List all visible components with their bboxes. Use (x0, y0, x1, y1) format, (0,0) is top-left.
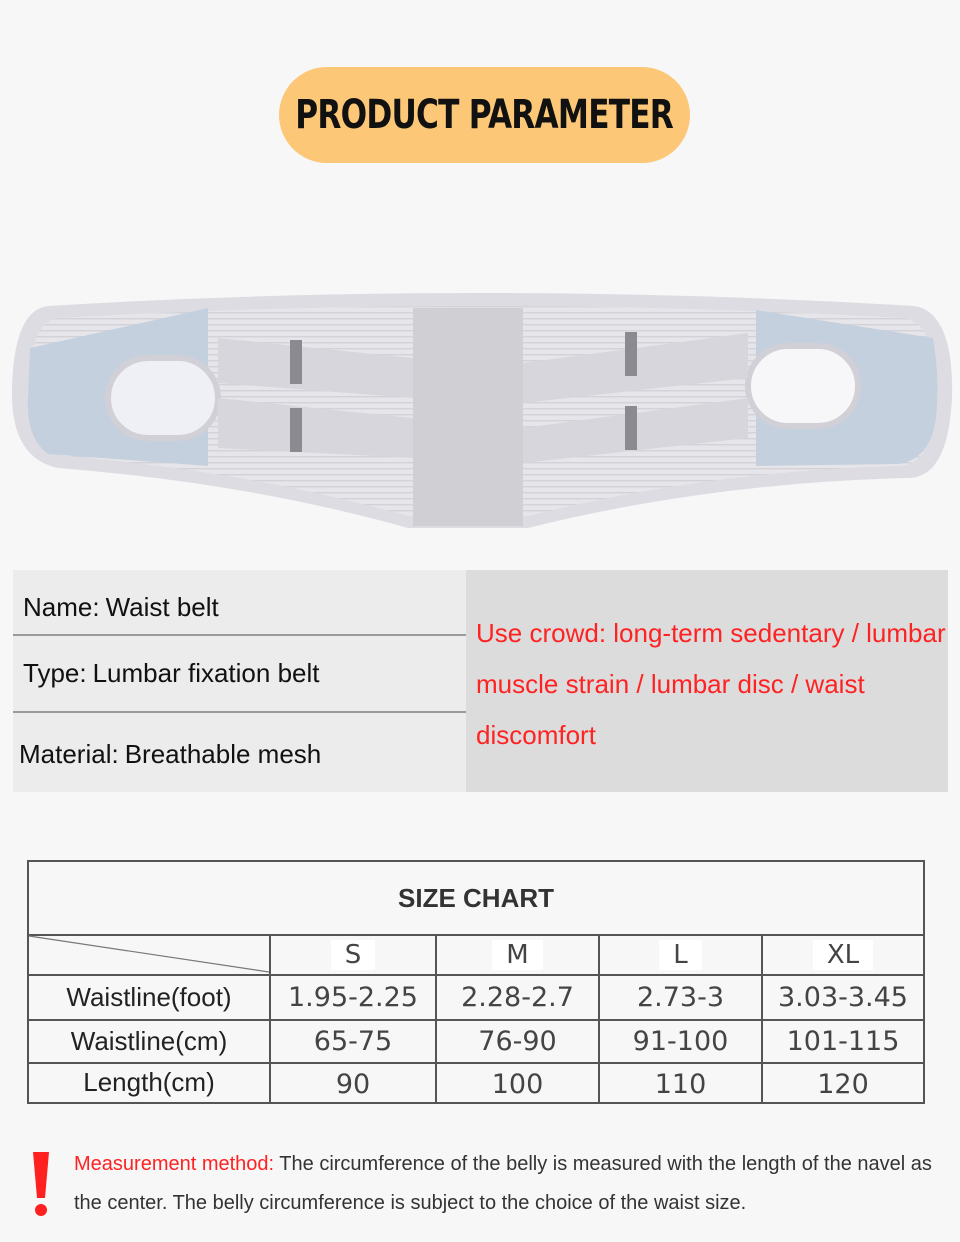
size-header-m: M (437, 936, 598, 974)
table-cell: 101-115 (786, 1026, 900, 1057)
title-banner (279, 67, 690, 163)
measurement-label: Measurement method: (74, 1153, 275, 1175)
measurement-method (74, 1145, 944, 1223)
use-crowd-panel (466, 570, 948, 792)
table-cell: 90 (335, 1068, 371, 1100)
table-cell: 3.03-3.45 (778, 982, 908, 1013)
size-header-xl: XL (763, 936, 923, 974)
table-cell: 110 (654, 1068, 707, 1100)
page-title: PRODUCT PARAMETER (295, 92, 674, 138)
exclamation-icon (30, 1150, 52, 1218)
product-material: Material: Breathable mesh (19, 739, 322, 769)
table-cell: 100 (491, 1068, 544, 1100)
waist-belt-image (8, 288, 954, 536)
use-crowd-text: Use crowd: long-term sedentary / lumbar muscle strain / lumbar disc / waist discomfort (476, 618, 946, 750)
size-chart-title: SIZE CHART (398, 882, 554, 913)
table-cell: 2.73-3 (636, 982, 725, 1013)
diagonal-header-line (29, 934, 269, 974)
product-name: Name: Waist belt (23, 592, 219, 622)
product-specs (13, 570, 466, 792)
table-cell: 76-90 (478, 1026, 557, 1057)
table-cell: 120 (817, 1068, 869, 1100)
row-label-waistline-foot: Waistline(foot) (66, 982, 232, 1012)
size-chart-table (27, 860, 925, 1104)
product-type: Type: Lumbar fixation belt (23, 658, 320, 688)
row-label-waistline-cm: Waistline(cm) (70, 1026, 228, 1056)
table-cell: 65-75 (313, 1026, 393, 1057)
measurement-text: The circumference of the belly is measured with the length of the navel as the center. The belly circumference is subject to the choice of the waist size. (74, 1153, 932, 1214)
table-cell: 91-100 (632, 1026, 729, 1057)
divider (13, 634, 466, 636)
table-cell: 2.28-2.7 (461, 982, 574, 1013)
size-header-s: S (271, 936, 435, 974)
divider (13, 711, 466, 713)
size-header-l: L (600, 936, 761, 974)
row-label-length-cm: Length(cm) (83, 1066, 215, 1097)
table-cell: 1.95-2.25 (288, 982, 418, 1013)
product-info-panel (13, 570, 948, 792)
